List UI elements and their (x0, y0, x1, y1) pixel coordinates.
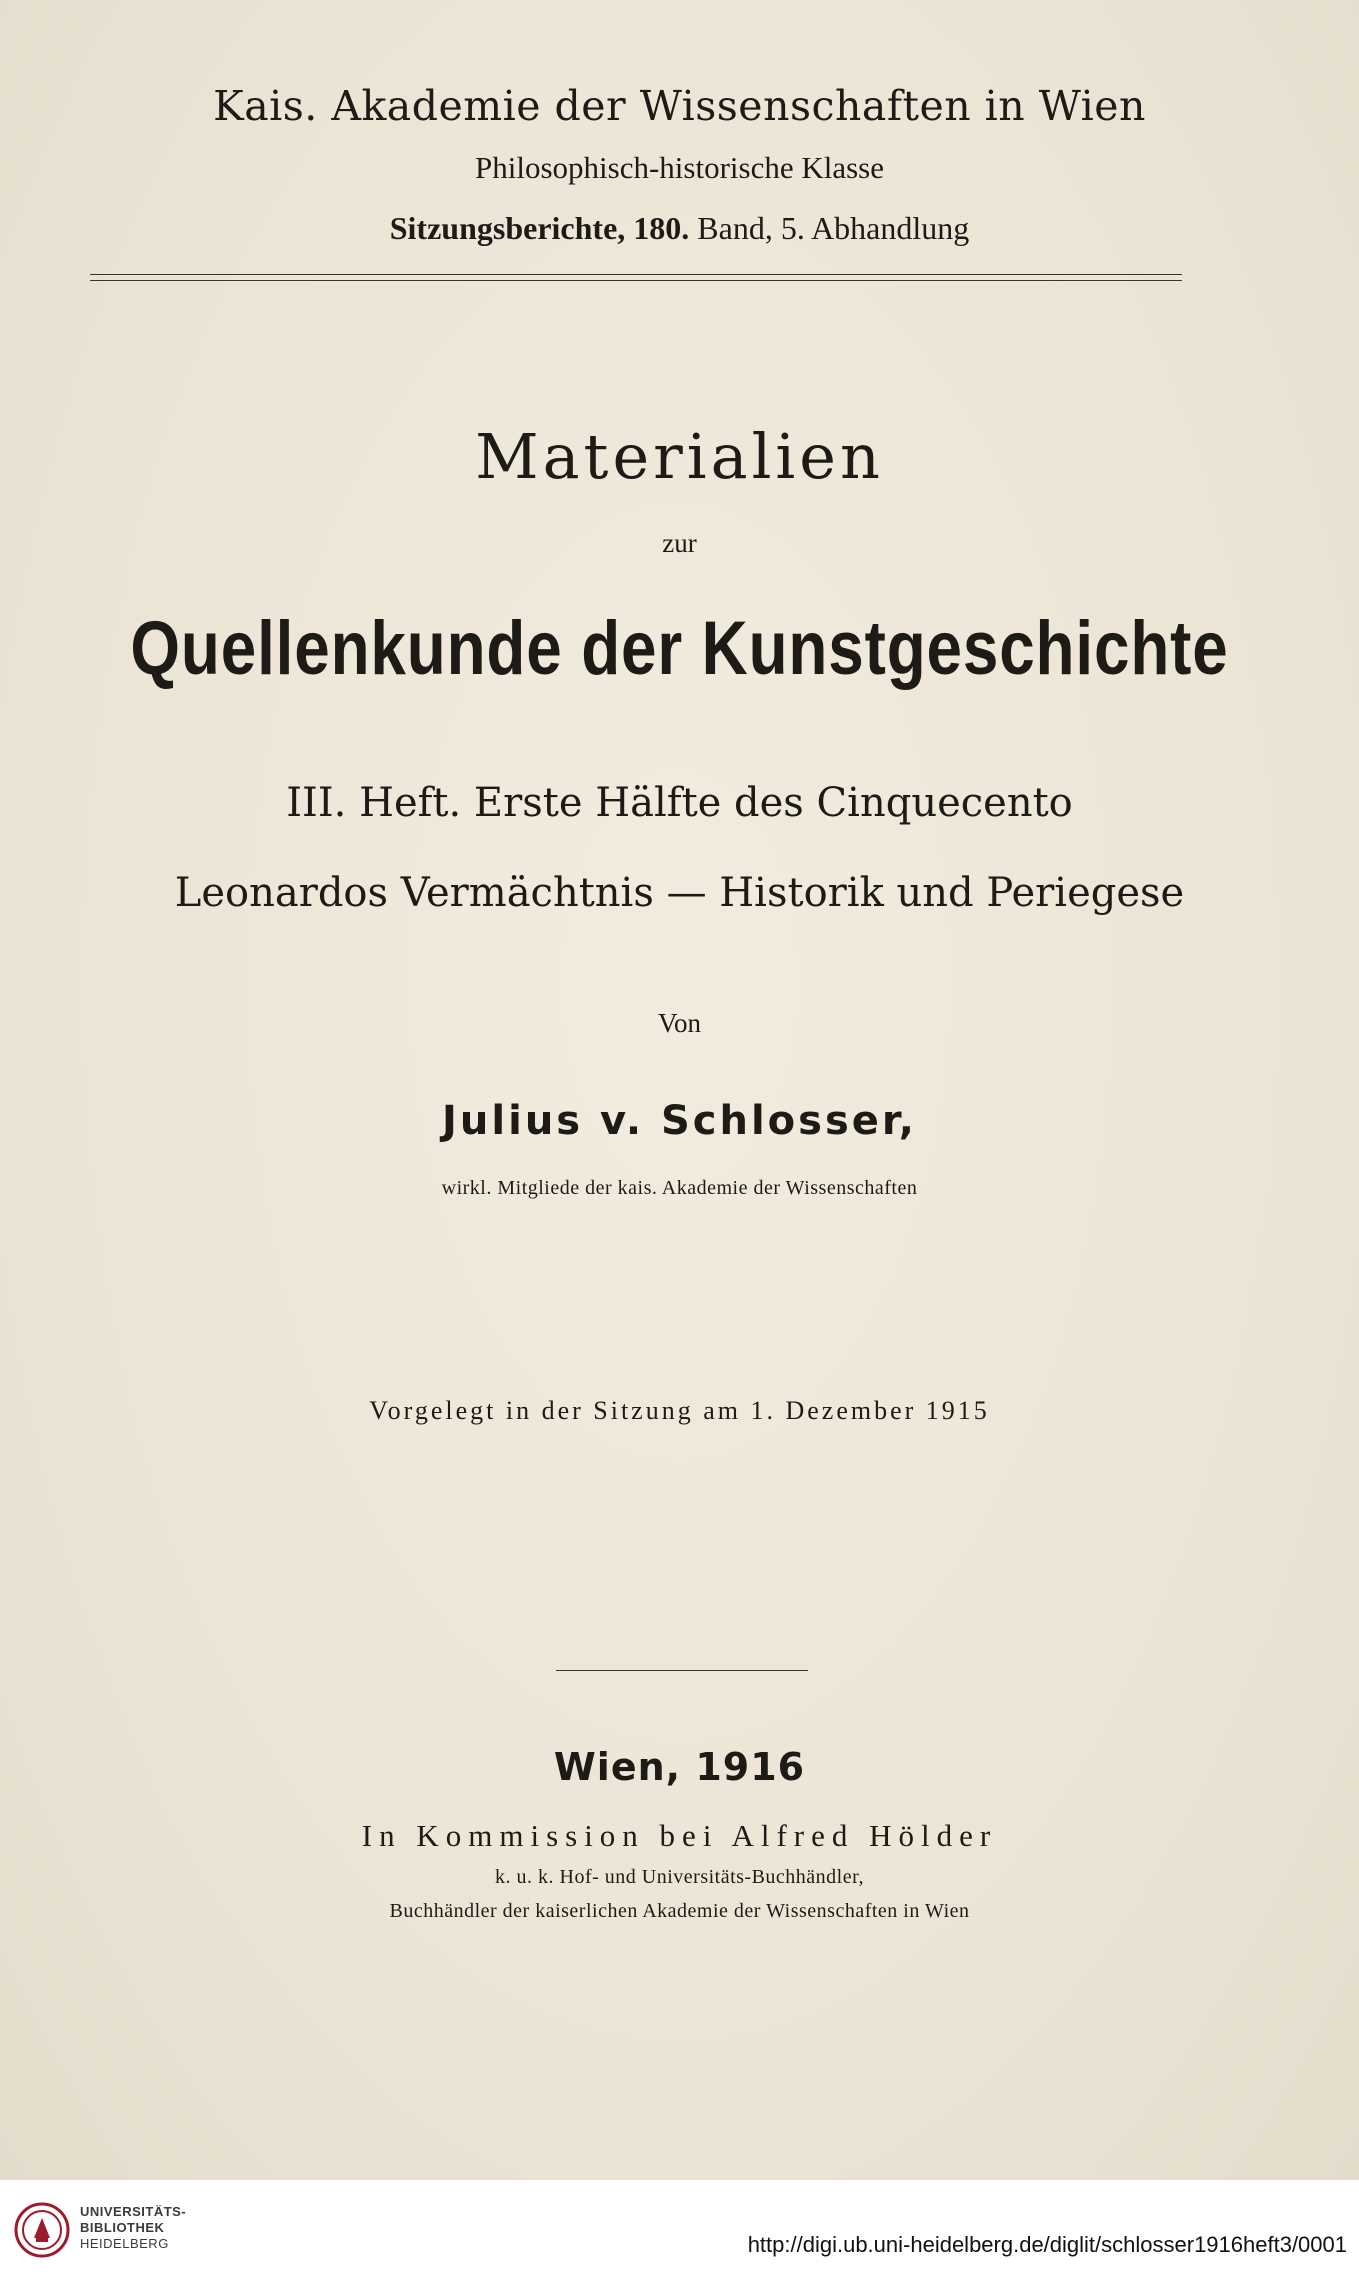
author-name: Julius v. Schlosser, (442, 1098, 917, 1144)
source-url[interactable]: http://digi.ub.uni-heidelberg.de/diglit/schlosser1916heft3/0001 (747, 2232, 1347, 2257)
imprint-publisher-line3: Buchhändler der kaiserlichen Akademie der Wissenschaften in Wien (389, 1900, 970, 1922)
imprint-publisher: In Kommission bei Alfred Hölder (361, 1818, 998, 1853)
header-rule-bottom (90, 280, 1182, 281)
title-line-1: Materialien (475, 420, 884, 493)
imprint-publisher-line2: k. u. k. Hof- und Universitäts-Buchhändler, (495, 1866, 864, 1888)
series-rest: Band, 5. Abhandlung (689, 210, 970, 246)
subtitle-theme: Leonardos Vermächtnis — Historik und Periegese (174, 870, 1185, 916)
series-bold: Sitzungsberichte, 180. (389, 210, 690, 246)
logo-line-1: UNIVERSITÄTS- (80, 2204, 187, 2219)
subtitle-part: III. Heft. Erste Hälfte des Cinquecento (286, 780, 1073, 826)
library-seal-icon (14, 2202, 70, 2258)
academy-class: Philosophisch-historische Klasse (475, 150, 884, 185)
digitization-footer (0, 2180, 1359, 2276)
author-affiliation: wirkl. Mitgliede der kais. Akademie der Wissenschaften (441, 1177, 918, 1199)
series-info (0, 210, 1359, 247)
presentation-note: Vorgelegt in der Sitzung am 1. Dezember 1915 (369, 1396, 990, 1425)
imprint-divider (556, 1670, 808, 1671)
logo-line-2: BIBLIOTHEK (80, 2220, 165, 2235)
title-line-2: Quellenkunde der Kunstgeschichte (130, 606, 1229, 691)
imprint-place-year: Wien, 1916 (553, 1745, 806, 1789)
academy-name: Kais. Akademie der Wissenschaften in Wien (213, 82, 1146, 130)
header-rule-top (90, 274, 1182, 275)
logo-line-3: HEIDELBERG (80, 2236, 169, 2251)
author-by: Von (657, 1008, 702, 1038)
title-connector: zur (662, 528, 697, 558)
library-logo-text (80, 2204, 186, 2252)
